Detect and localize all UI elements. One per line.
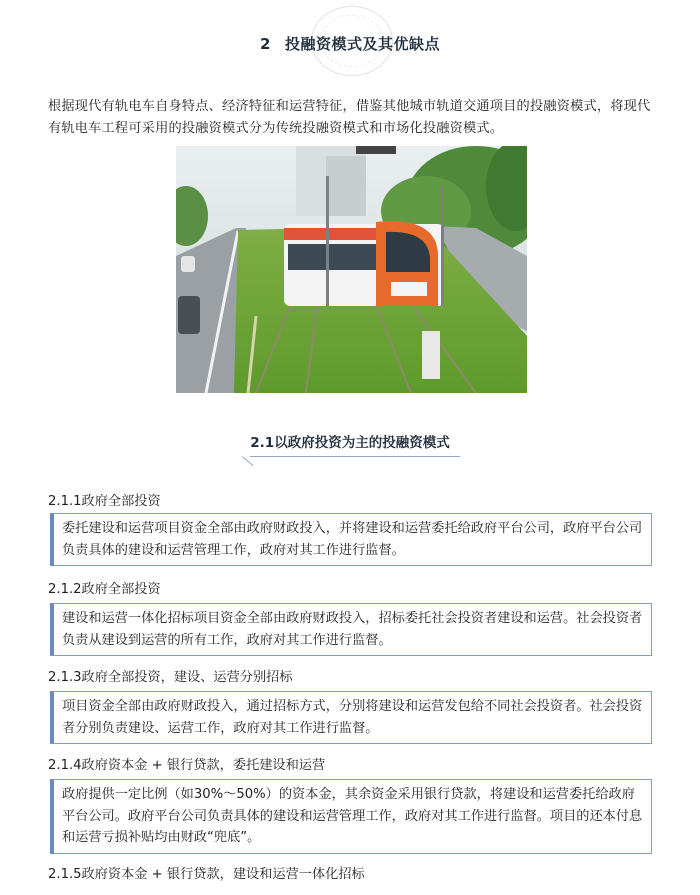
tram-photo: [176, 146, 527, 393]
item-description-box: 政府提供一定比例（如30%～50%）的资本金，其余资金采用银行贷款，将建设和运营委托给政府平台公司。政府平台公司负责具体的建设和运营管理工作，政府对其工作进行监督。项目的还本付息和运营亏损补贴均由财政“兜底”。: [50, 779, 652, 854]
item-title: 2.1.1政府全部投资: [48, 494, 161, 509]
item-title: 2.1.4政府资本金 + 银行贷款，委托建设和运营: [48, 758, 326, 773]
item-title: 2.1.5政府资本金 + 银行贷款，建设和运营一体化招标: [48, 867, 365, 882]
heading-underline-slash: [242, 456, 253, 466]
subsection-title: 2.1以政府投资为主的投融资模式: [250, 435, 450, 451]
section-heading: [0, 33, 700, 54]
intro-paragraph: 根据现代有轨电车自身特点、经济特征和运营特征，借鉴其他城市轨道交通项目的投融资模式，将现代有轨电车工程可采用的投融资模式分为传统投融资模式和市场化投融资模式。: [48, 99, 651, 136]
item-description-box: 建设和运营一体化招标项目资金全部由政府财政投入，招标委托社会投资者建设和运营。社会投资者负责从建设到运营的所有工作，政府对其工作进行监督。: [50, 603, 652, 656]
section-title: 投融资模式及其优缺点: [284, 35, 440, 53]
item-title: 2.1.3政府全部投资，建设、运营分别招标: [48, 670, 293, 685]
section-number: 2: [260, 35, 271, 53]
item-description-box: 项目资金全部由政府财政投入，通过招标方式，分别将建设和运营发包给不同社会投资者。社会投资者分别负责建设、运营工作，政府对其工作进行监督。: [50, 691, 652, 744]
subsection-heading: [240, 431, 460, 457]
item-description-box: 委托建设和运营项目资金全部由政府财政投入，并将建设和运营委托给政府平台公司，政府平台公司负责具体的建设和运营管理工作，政府对其工作进行监督。: [50, 513, 652, 566]
item-title: 2.1.2政府全部投资: [48, 582, 161, 597]
heading-underline: [250, 456, 460, 457]
